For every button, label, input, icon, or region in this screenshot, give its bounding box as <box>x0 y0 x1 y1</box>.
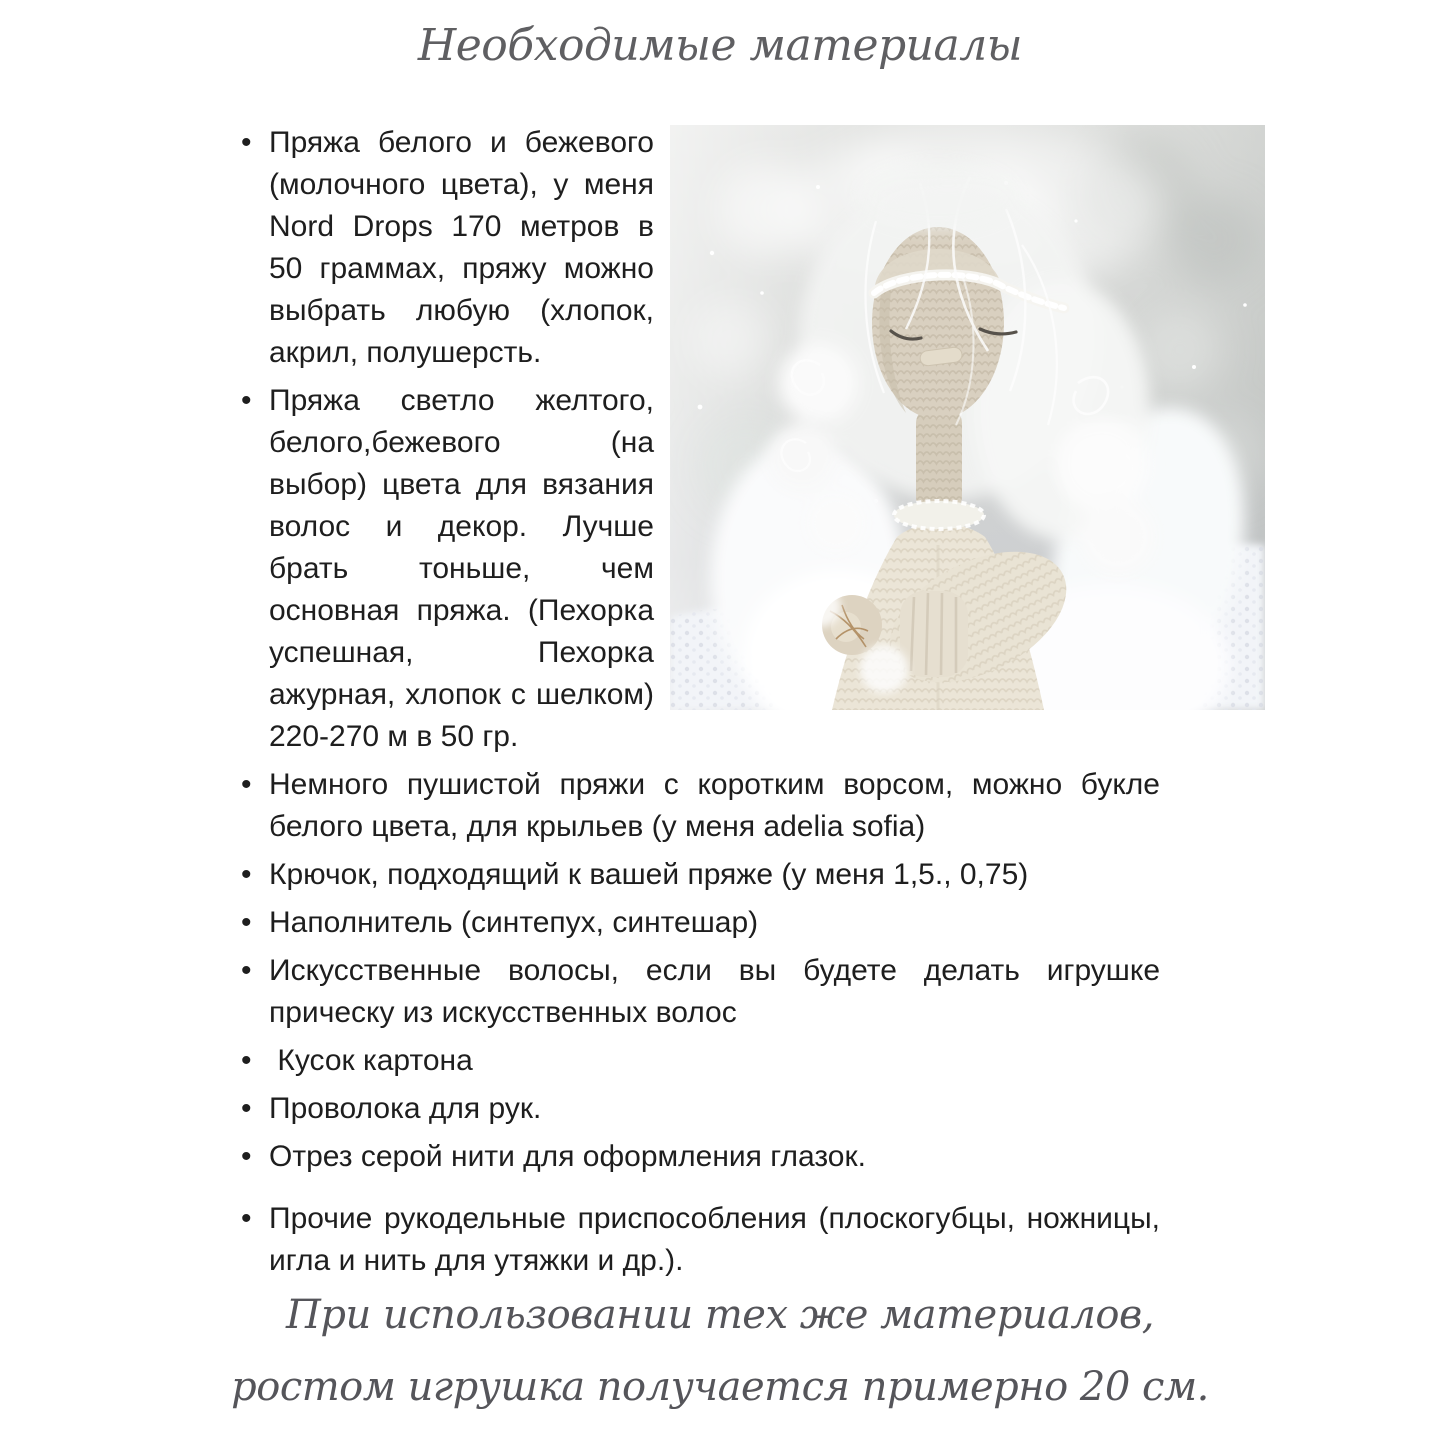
bullet-icon: • <box>241 906 252 939</box>
list-item <box>240 380 1160 758</box>
list-item-text: Прочие рукодельные приспособления (плоскогубцы, ножницы, игла и нить для утяжки и др.). <box>269 1202 1169 1277</box>
bullet-icon: • <box>241 1044 252 1077</box>
bullet-icon: • <box>241 384 252 417</box>
list-item <box>240 1088 1160 1130</box>
list-item <box>240 950 1169 1034</box>
list-item <box>240 764 1169 848</box>
list-item-text: Крючок, подходящий к вашей пряже (у меня 1,5., 0,75) <box>269 858 1029 891</box>
footer-line-1: При использовании тех же материалов, <box>286 1292 1154 1338</box>
list-item-text: Наполнитель (синтепух, синтешар) <box>269 906 759 939</box>
bullet-icon: • <box>241 126 252 159</box>
page-title: Необходимые материалы <box>417 20 1023 71</box>
bullet-icon: • <box>241 1202 252 1235</box>
list-item-text: Искусственные волосы, если вы будете делать игрушке прическу из искусственных волос <box>269 954 1169 1029</box>
bullet-icon: • <box>241 768 252 801</box>
list-item-text: Немного пушистой пряжи с коротким ворсом, можно букле белого цвета, для крыльев (у меня adelia sofia) <box>269 768 1169 843</box>
bullet-icon: • <box>241 858 252 891</box>
materials-section <box>240 122 1169 1288</box>
list-item <box>240 902 1160 944</box>
list-item-text: Пряжа светло желтого, белого,бежевого (на выбор) цвета для вязания волос и декор. Лучше брать тоньше, чем основная пряжа. (Пехорка успешная, Пехорка ажурная, хлопок с шелком) 220-270 м в 50 гр. <box>269 384 663 753</box>
list-item <box>240 122 1160 374</box>
list-item <box>240 1136 1160 1178</box>
bullet-icon: • <box>241 1140 252 1173</box>
list-item-text: Пряжа белого и бежевого (молочного цвета), у меня Nord Drops 170 метров в 50 граммах, пряжу можно выбрать любую (хлопок, акрил, полушерсть. <box>269 126 663 369</box>
footer-line-2: ростом игрушка получается примерно 20 см. <box>231 1364 1209 1410</box>
list-item <box>240 1198 1169 1282</box>
list-item-text: Отрез серой нити для оформления глазок. <box>269 1140 866 1173</box>
materials-list <box>240 122 1169 1282</box>
list-item-text: Кусок картона <box>269 1044 473 1077</box>
footer-note <box>0 1292 1440 1436</box>
list-item-text: Проволока для рук. <box>269 1092 542 1125</box>
list-item <box>240 1040 1160 1082</box>
list-item <box>240 854 1160 896</box>
bullet-icon: • <box>241 954 252 987</box>
bullet-icon: • <box>241 1092 252 1125</box>
